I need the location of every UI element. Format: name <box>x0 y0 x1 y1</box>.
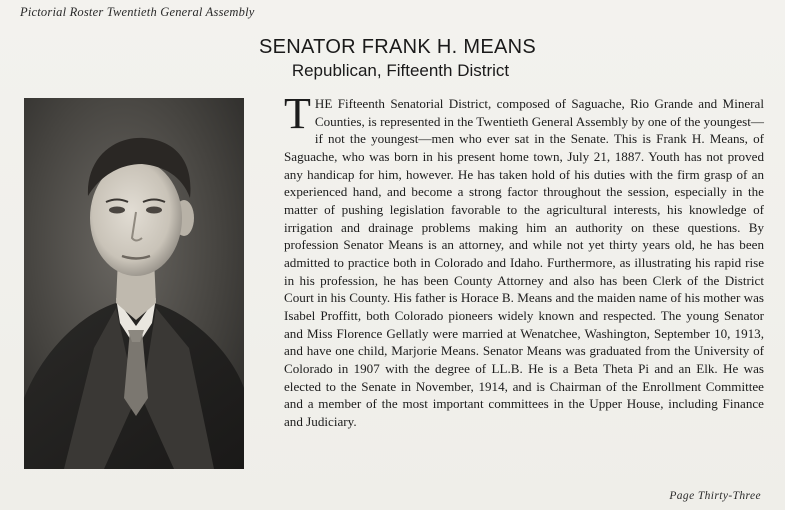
page-number: Page Thirty-Three <box>669 490 761 502</box>
portrait-photo <box>24 98 244 469</box>
running-head: Pictorial Roster Twentieth General Assembly <box>20 5 255 19</box>
page-subtitle: Republican, Fifteenth District <box>291 61 510 80</box>
biography-text <box>284 89 764 430</box>
page-title: SENATOR FRANK H. MEANS <box>258 36 536 58</box>
biography-paragraph: HE Fifteenth Senatorial District, composed of Saguache, Rio Grande and Mineral Counties, is represented in the Twentieth General Assembly by one of the youngest—if not the youngest—men who ever sat in the Senate. This is Frank H. Means, of Saguache, who was born in his present home town, July 21, 1887. Youth has not proved any handicap for him, however. He has taken hold of his duties with the firm grasp of an experienced hand, and become a strong factor throughout the session, especially in the matter of pushing legislation favorable to the agricultural interests, his knowledge of irrigation and drainage problems making him an authority on these questions. By profession Senator Means is an attorney, and while not yet thirty years old, he has been admitted to practice both in Colorado and Idaho. Furthermore, as illustrating his rapid rise in his profession, he has been County Attorney and also has been Clerk of the District Court in his County. His father is Horace B. Means and the maiden name of his mother was Isabel Proffitt, both Colorado pioneers widely known and respected. The young Senator and Miss Florence Gellatly were married at Wenatchee, Washington, September 10, 1913, and have one child, Marjorie Means. Senator Means was graduated from the University of Colorado in 1907 with the degree of LL.B. He is a Beta Theta Pi and an Elk. He was elected to the Senate in November, 1914, and is Chairman of the Enrollment Committee and a member of the most important committees in the Upper House, including Finance and Judiciary. <box>284 96 764 429</box>
drop-cap: T <box>284 89 311 138</box>
